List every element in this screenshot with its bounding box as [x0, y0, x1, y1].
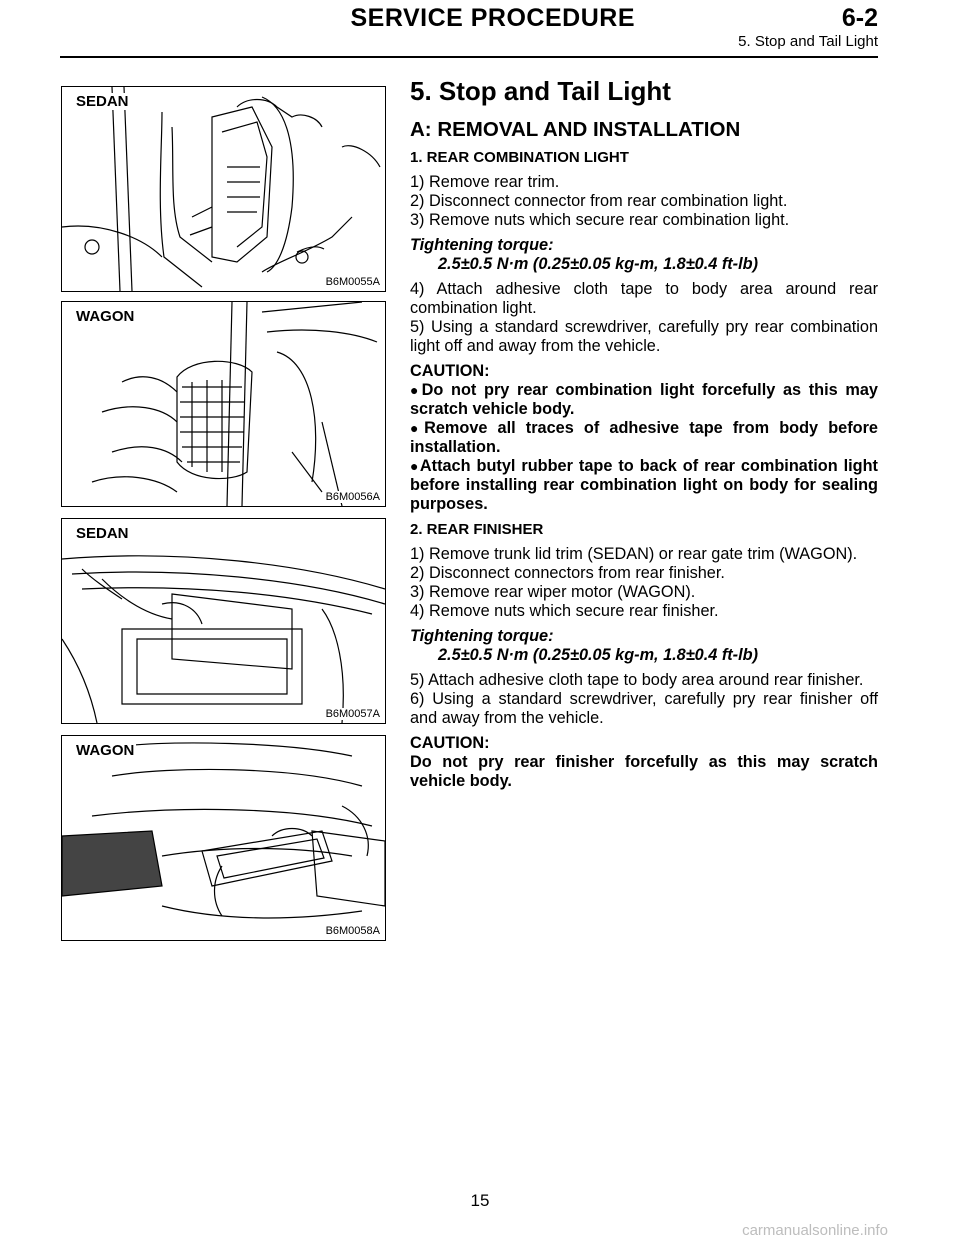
figure-label: SEDAN [76, 525, 129, 542]
figure-code: B6M0058A [325, 925, 380, 937]
sedan-combination-light-illustration [62, 87, 385, 291]
section1-steps-a [410, 173, 878, 230]
step: 5) Using a standard screwdriver, carefully pry rear combination light off and away from the vehicle. [410, 318, 878, 355]
caution-item: Do not pry rear finisher forcefully as this may scratch vehicle body. [410, 753, 878, 790]
section-heading: 5. Stop and Tail Light [410, 76, 671, 106]
figure-wagon-rear-finisher [61, 735, 386, 941]
sub-heading: A: REMOVAL AND INSTALLATION [410, 118, 741, 141]
figure-sedan-combination-light [61, 86, 386, 292]
section1-steps-b [410, 280, 878, 356]
header-subtitle: 5. Stop and Tail Light [738, 33, 878, 50]
figure-sedan-rear-finisher [61, 518, 386, 724]
header-title: SERVICE PROCEDURE [350, 4, 635, 32]
header-rule [60, 56, 878, 58]
step: 1) Remove rear trim. [410, 173, 560, 191]
figure-code: B6M0055A [325, 276, 380, 288]
torque-label: Tightening torque: [410, 236, 554, 254]
page-header [0, 0, 960, 60]
section1-title: 1. REAR COMBINATION LIGHT [410, 149, 629, 166]
step: 2) Disconnect connector from rear combination light. [410, 192, 788, 210]
figure-code: B6M0057A [325, 708, 380, 720]
step: 1) Remove trunk lid trim (SEDAN) or rear gate trim (WAGON). [410, 545, 858, 563]
step: 6) Using a standard screwdriver, carefully pry rear finisher off and away from the vehicle. [410, 690, 878, 727]
watermark: carmanualsonline.info [742, 1222, 888, 1239]
bullet-icon: ● [410, 382, 422, 398]
wagon-rear-finisher-illustration [62, 736, 385, 940]
figure-label: WAGON [76, 308, 135, 325]
figure-wagon-combination-light [61, 301, 386, 507]
section2-title: 2. REAR FINISHER [410, 521, 544, 538]
section2-steps-a [410, 545, 878, 621]
torque-value: 2.5±0.5 N·m (0.25±0.05 kg-m, 1.8±0.4 ft-lb) [438, 255, 758, 273]
caution-label: CAUTION: [410, 362, 490, 380]
caution-item: ●Do not pry rear combination light forcefully as this may scratch vehicle body. [410, 381, 878, 418]
page-number: 15 [470, 1191, 490, 1210]
step: 4) Remove nuts which secure rear finisher. [410, 602, 719, 620]
torque-label: Tightening torque: [410, 627, 554, 645]
torque-value: 2.5±0.5 N·m (0.25±0.05 kg-m, 1.8±0.4 ft-lb) [438, 646, 758, 664]
section2-steps-b [410, 671, 878, 728]
wagon-combination-light-illustration [62, 302, 385, 506]
sedan-rear-finisher-illustration [62, 519, 385, 723]
figure-label: WAGON [76, 742, 135, 759]
procedure-text [410, 76, 878, 791]
header-section-code: 6-2 [841, 4, 878, 32]
caution-item: ●Attach butyl rubber tape to back of rear combination light before installing rear combination light on body for sealing purposes. [410, 457, 878, 513]
step: 3) Remove nuts which secure rear combination light. [410, 211, 790, 229]
step: 3) Remove rear wiper motor (WAGON). [410, 583, 696, 601]
step: 5) Attach adhesive cloth tape to body area around rear finisher. [410, 671, 864, 689]
bullet-icon: ● [410, 420, 425, 436]
caution-item: ●Remove all traces of adhesive tape from body before installation. [410, 419, 878, 456]
step: 4) Attach adhesive cloth tape to body area around rear combination light. [410, 280, 878, 317]
figure-code: B6M0056A [325, 491, 380, 503]
figure-label: SEDAN [76, 93, 129, 110]
step: 2) Disconnect connectors from rear finisher. [410, 564, 725, 582]
caution-label: CAUTION: [410, 734, 490, 752]
bullet-icon: ● [410, 458, 420, 474]
